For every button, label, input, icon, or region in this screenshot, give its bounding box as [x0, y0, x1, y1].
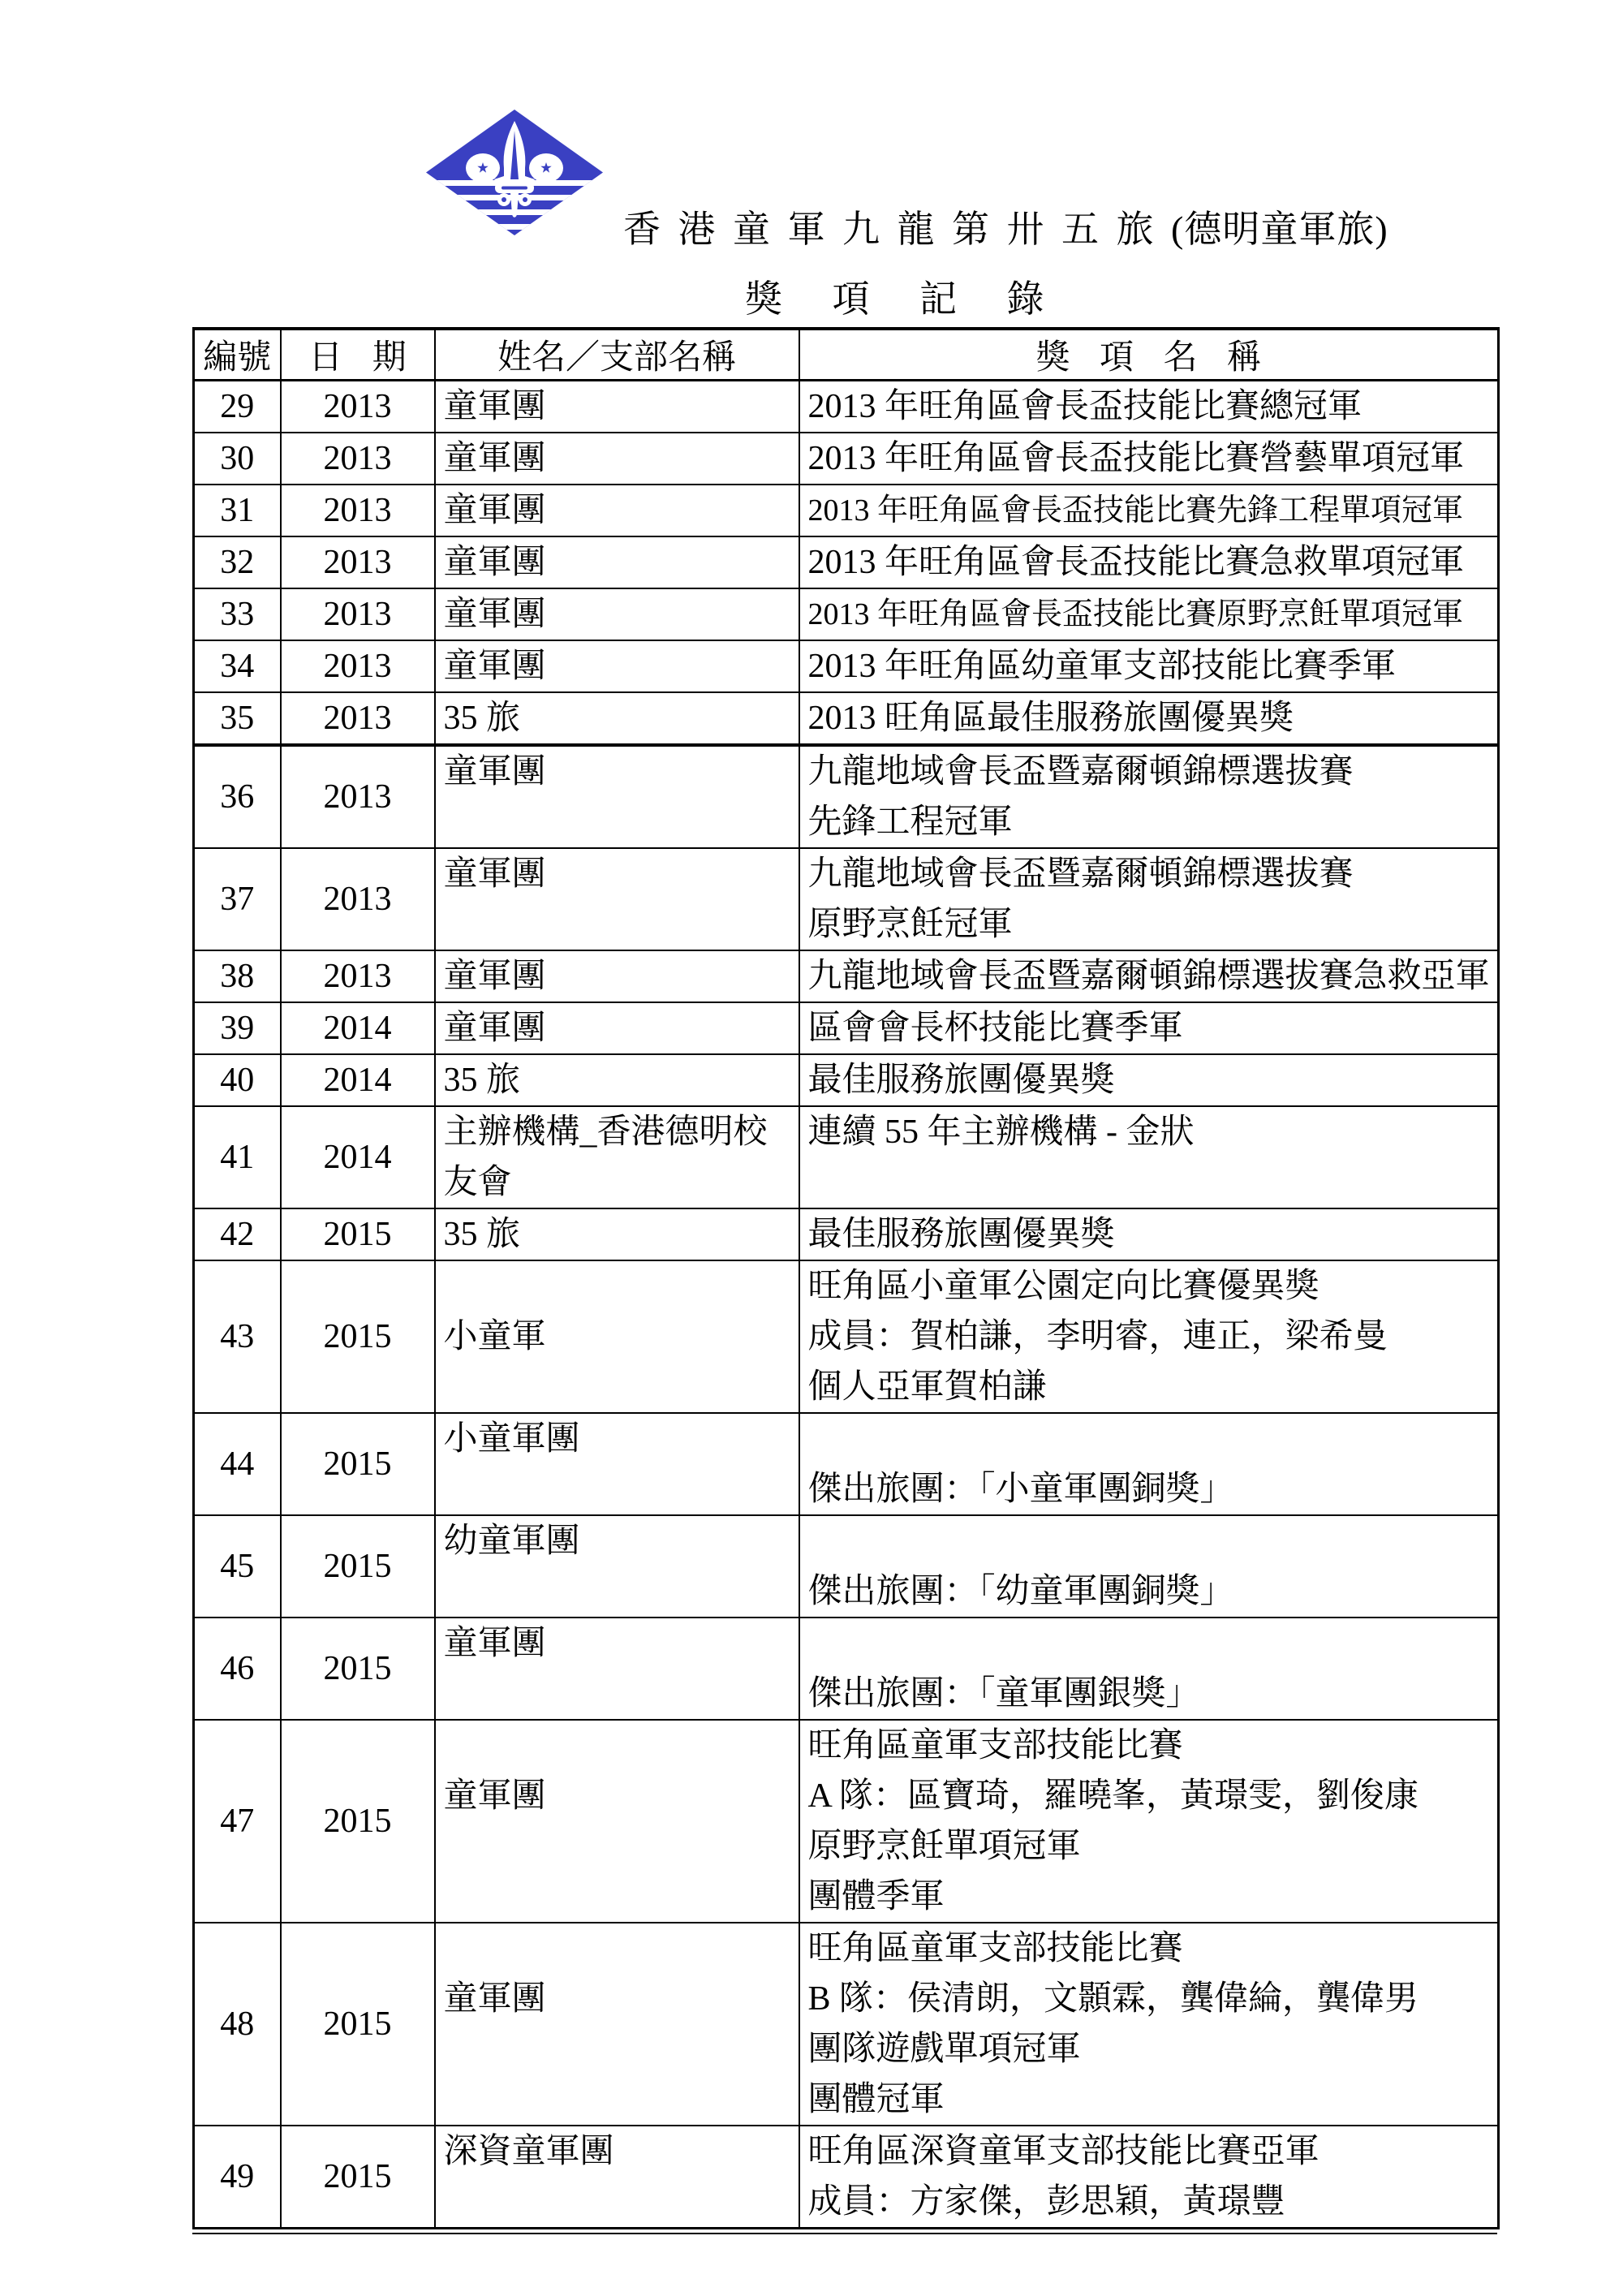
row-date-cell: 2015	[281, 1923, 435, 2126]
row-award-cell	[799, 1515, 1499, 1618]
section-name: 童軍團	[443, 544, 546, 581]
row-award-cell	[799, 1208, 1499, 1260]
row-name-cell	[435, 1054, 799, 1106]
row-number-cell: 37	[194, 848, 281, 950]
row-name-cell	[435, 1106, 799, 1208]
section-name: 主辦機構_香港德明校友會	[443, 1114, 768, 1201]
row-name-cell	[435, 536, 799, 588]
row-date-cell: 2013	[281, 950, 435, 1002]
table-row	[194, 1720, 1499, 1923]
table-row	[194, 433, 1499, 485]
table-row	[194, 692, 1499, 745]
row-name-cell	[435, 745, 799, 848]
row-name-cell	[435, 848, 799, 950]
row-number-cell: 49	[194, 2126, 281, 2229]
award-line: 原野烹飪單項冠軍	[807, 1828, 1081, 1865]
table-row	[194, 1106, 1499, 1208]
table-row	[194, 1618, 1499, 1720]
table-row	[194, 1208, 1499, 1260]
section-name: 童軍團	[443, 753, 546, 790]
row-award-cell	[799, 640, 1499, 692]
row-date-cell: 2014	[281, 1002, 435, 1054]
table-row	[194, 745, 1499, 848]
award-line: 團體季軍	[807, 1878, 945, 1915]
section-name: 童軍團	[443, 855, 546, 893]
section-name: 深資童軍團	[443, 2133, 614, 2170]
table-row	[194, 1923, 1499, 2126]
row-number-cell: 38	[194, 950, 281, 1002]
row-date-cell: 2013	[281, 485, 435, 536]
award-line: 原野烹飪冠軍	[807, 906, 1013, 943]
row-name-cell	[435, 692, 799, 745]
row-award-cell	[799, 381, 1499, 433]
row-name-cell	[435, 588, 799, 640]
row-award-cell	[799, 1002, 1499, 1054]
row-number-cell: 42	[194, 1208, 281, 1260]
row-date-cell: 2015	[281, 1208, 435, 1260]
table-row	[194, 1002, 1499, 1054]
award-line: 先鋒工程冠軍	[807, 803, 1013, 841]
award-line: B 隊：侯清朗，文顥霖，龔偉綸，龔偉男	[807, 1980, 1419, 2018]
row-number-cell: 31	[194, 485, 281, 536]
section-name: 35 旅	[443, 1062, 521, 1099]
row-date-cell: 2013	[281, 588, 435, 640]
row-date-cell: 2015	[281, 1260, 435, 1413]
row-award-cell	[799, 536, 1499, 588]
award-line: 最佳服務旅團優異獎	[807, 1216, 1115, 1253]
award-line: 九龍地域會長盃暨嘉爾頓錦標選拔賽	[807, 855, 1354, 893]
section-name: 35 旅	[443, 1216, 521, 1253]
award-line: 旺角區童軍支部技能比賽	[807, 1727, 1183, 1764]
row-date-cell: 2014	[281, 1106, 435, 1208]
award-line: 個人亞軍賀柏謙	[807, 1368, 1047, 1406]
row-award-cell	[799, 1054, 1499, 1106]
award-line: 傑出旅團：「童軍團銀獎」	[807, 1675, 1200, 1712]
table-row	[194, 1515, 1499, 1618]
table-row	[194, 950, 1499, 1002]
row-name-cell	[435, 1002, 799, 1054]
table-row	[194, 485, 1499, 536]
award-line: 旺角區深資童軍支部技能比賽亞軍	[807, 2133, 1319, 2170]
row-number-cell: 44	[194, 1413, 281, 1515]
award-line: 最佳服務旅團優異獎	[807, 1062, 1115, 1099]
row-award-cell	[799, 848, 1499, 950]
header-name: 姓名／支部名稱	[435, 329, 799, 381]
award-line: 2013 年旺角區幼童軍支部技能比賽季軍	[807, 648, 1397, 685]
row-award-cell	[799, 1923, 1499, 2126]
table-row	[194, 640, 1499, 692]
row-date-cell: 2013	[281, 536, 435, 588]
section-name: 童軍團	[443, 440, 546, 477]
document-subtitle: 獎 項 記 錄	[745, 278, 1044, 320]
row-number-cell: 36	[194, 745, 281, 848]
award-line: 2013 年旺角區會長盃技能比賽急救單項冠軍	[807, 544, 1465, 581]
award-line: 成員：賀柏謙，李明睿，連正，梁希曼	[807, 1318, 1388, 1355]
row-number-cell: 41	[194, 1106, 281, 1208]
award-line: 2013 旺角區最佳服務旅團優異獎	[807, 700, 1294, 737]
header-num: 編號	[194, 329, 281, 381]
award-line: 成員：方家傑，彭思穎，黃璟豐	[807, 2183, 1285, 2221]
row-award-cell	[799, 1260, 1499, 1413]
row-award-cell	[799, 692, 1499, 745]
section-name: 童軍團	[443, 1010, 546, 1047]
row-date-cell: 2013	[281, 381, 435, 433]
award-line: 2013 年旺角區會長盃技能比賽總冠軍	[807, 388, 1363, 425]
table-row	[194, 1054, 1499, 1106]
award-line: 2013 年旺角區會長盃技能比賽先鋒工程單項冠軍	[807, 493, 1464, 528]
section-name: 童軍團	[443, 596, 546, 633]
award-line: 2013 年旺角區會長盃技能比賽營藝單項冠軍	[807, 440, 1465, 477]
header-date: 日 期	[281, 329, 435, 381]
row-name-cell	[435, 485, 799, 536]
row-name-cell	[435, 1413, 799, 1515]
table-row	[194, 588, 1499, 640]
row-date-cell: 2013	[281, 692, 435, 745]
row-date-cell: 2013	[281, 848, 435, 950]
row-date-cell: 2015	[281, 1413, 435, 1515]
row-award-cell	[799, 588, 1499, 640]
row-award-cell	[799, 1618, 1499, 1720]
row-name-cell	[435, 2126, 799, 2229]
row-number-cell: 40	[194, 1054, 281, 1106]
scout-emblem-logo	[426, 110, 603, 235]
section-name: 童軍團	[443, 1625, 546, 1662]
row-date-cell: 2013	[281, 433, 435, 485]
table-bottom-rule	[192, 2233, 1497, 2234]
award-line: 2013 年旺角區會長盃技能比賽原野烹飪單項冠軍	[807, 597, 1464, 631]
row-date-cell: 2013	[281, 640, 435, 692]
awards-table-container	[192, 327, 1497, 2234]
header-row	[194, 329, 1499, 381]
row-award-cell	[799, 1720, 1499, 1923]
row-award-cell	[799, 1106, 1499, 1208]
row-number-cell: 29	[194, 381, 281, 433]
row-name-cell	[435, 1618, 799, 1720]
section-name: 小童軍	[443, 1318, 546, 1355]
table-row	[194, 848, 1499, 950]
row-name-cell	[435, 1923, 799, 2126]
award-line: 團隊遊戲單項冠軍	[807, 2031, 1081, 2068]
row-name-cell	[435, 1720, 799, 1923]
row-date-cell: 2015	[281, 1720, 435, 1923]
award-line: 團體冠軍	[807, 2081, 945, 2118]
row-date-cell: 2014	[281, 1054, 435, 1106]
award-line: 連續 55 年主辦機構 - 金狀	[807, 1114, 1195, 1151]
row-number-cell: 30	[194, 433, 281, 485]
row-number-cell: 46	[194, 1618, 281, 1720]
row-date-cell: 2015	[281, 2126, 435, 2229]
section-name: 童軍團	[443, 388, 546, 425]
row-number-cell: 32	[194, 536, 281, 588]
award-line: 傑出旅團：「幼童軍團銅獎」	[807, 1573, 1234, 1610]
row-number-cell: 34	[194, 640, 281, 692]
row-name-cell	[435, 1208, 799, 1260]
document-title: 香 港 童 軍 九 龍 第 卅 五 旅 (德明童軍旅)	[623, 209, 1388, 250]
header-award: 獎 項 名 稱	[799, 329, 1499, 381]
row-award-cell	[799, 2126, 1499, 2229]
section-name: 童軍團	[443, 958, 546, 995]
section-name: 小童軍團	[443, 1420, 580, 1458]
section-name: 35 旅	[443, 700, 521, 737]
row-date-cell: 2013	[281, 745, 435, 848]
award-line: 旺角區小童軍公園定向比賽優異獎	[807, 1268, 1319, 1305]
row-name-cell	[435, 433, 799, 485]
section-name: 童軍團	[443, 1777, 546, 1815]
award-line: A 隊：區寶琦，羅曉峯，黃璟雯，劉俊康	[807, 1777, 1419, 1815]
award-line: 旺角區童軍支部技能比賽	[807, 1930, 1183, 1967]
row-name-cell	[435, 381, 799, 433]
award-line: 九龍地域會長盃暨嘉爾頓錦標選拔賽急救亞軍	[807, 958, 1490, 995]
row-number-cell: 47	[194, 1720, 281, 1923]
table-row	[194, 1413, 1499, 1515]
row-award-cell	[799, 485, 1499, 536]
row-number-cell: 35	[194, 692, 281, 745]
row-name-cell	[435, 1515, 799, 1618]
award-line: 傑出旅團：「小童軍團銅獎」	[807, 1471, 1234, 1508]
section-name: 童軍團	[443, 492, 546, 529]
table-row	[194, 2126, 1499, 2229]
row-number-cell: 39	[194, 1002, 281, 1054]
table-row	[194, 1260, 1499, 1413]
row-number-cell: 33	[194, 588, 281, 640]
row-number-cell: 48	[194, 1923, 281, 2126]
row-number-cell: 43	[194, 1260, 281, 1413]
awards-table	[192, 327, 1500, 2229]
row-award-cell	[799, 1413, 1499, 1515]
award-line: 區會會長杯技能比賽季軍	[807, 1010, 1183, 1047]
row-award-cell	[799, 950, 1499, 1002]
row-name-cell	[435, 950, 799, 1002]
award-line: 九龍地域會長盃暨嘉爾頓錦標選拔賽	[807, 753, 1354, 790]
row-date-cell: 2015	[281, 1618, 435, 1720]
table-row	[194, 536, 1499, 588]
row-date-cell: 2015	[281, 1515, 435, 1618]
section-name: 幼童軍團	[443, 1523, 580, 1560]
row-award-cell	[799, 745, 1499, 848]
section-name: 童軍團	[443, 648, 546, 685]
row-number-cell: 45	[194, 1515, 281, 1618]
row-name-cell	[435, 640, 799, 692]
row-award-cell	[799, 433, 1499, 485]
row-name-cell	[435, 1260, 799, 1413]
table-row	[194, 381, 1499, 433]
section-name: 童軍團	[443, 1980, 546, 2018]
